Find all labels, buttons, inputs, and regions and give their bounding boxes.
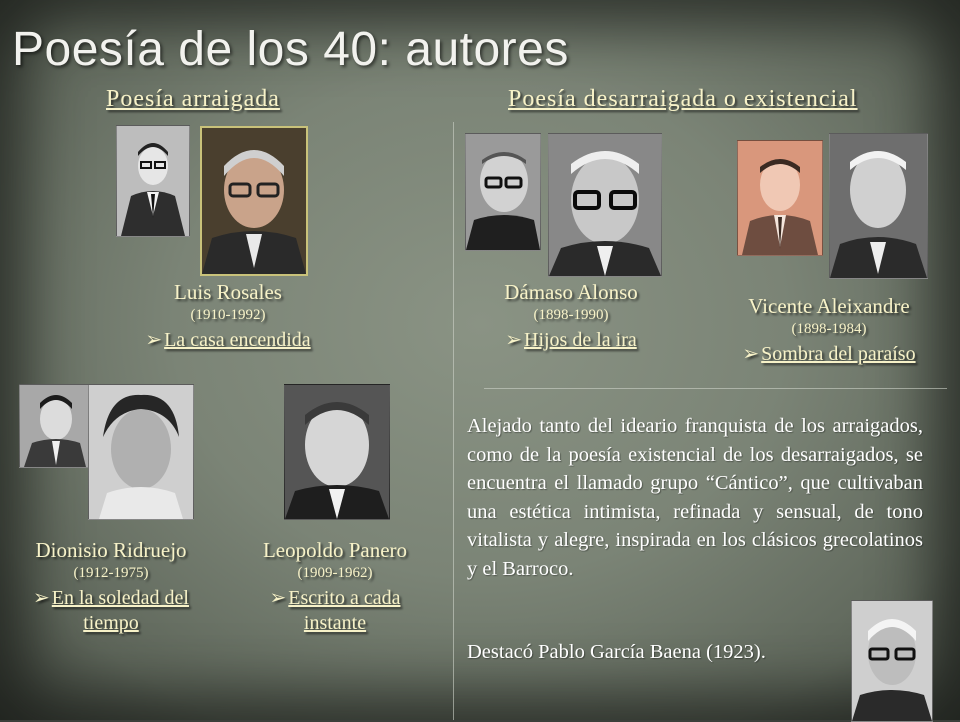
work-link[interactable] bbox=[714, 342, 944, 367]
work-title: Sombra del paraíso bbox=[761, 343, 916, 365]
author-dates: (1912-1975) bbox=[73, 565, 149, 581]
arrow-bullet-icon: ➢ bbox=[33, 587, 50, 609]
heading-poesia-desarraigada: Poesía desarraigada o existencial bbox=[508, 86, 858, 112]
cantico-highlight: Destacó Pablo García Baena (1923). bbox=[467, 641, 766, 663]
photo-ridruejo-2 bbox=[88, 384, 194, 520]
author-dates: (1898-1984) bbox=[791, 321, 867, 337]
photo-garcia-baena bbox=[851, 600, 933, 722]
work-link[interactable] bbox=[0, 586, 222, 636]
author-dates: (1910-1992) bbox=[190, 307, 266, 323]
arrow-bullet-icon: ➢ bbox=[269, 587, 287, 609]
author-name: Dionisio Ridruejo bbox=[35, 538, 187, 562]
photo-aleixandre-2 bbox=[829, 133, 928, 279]
work-link[interactable] bbox=[232, 586, 438, 636]
work-link[interactable] bbox=[118, 328, 338, 353]
photo-aleixandre-1 bbox=[737, 140, 823, 256]
photo-alonso-2 bbox=[548, 133, 662, 277]
author-damaso-alonso bbox=[466, 280, 676, 353]
photo-rosales-young bbox=[116, 125, 190, 237]
slide-title: Poesía de los 40: autores bbox=[12, 23, 569, 76]
photo-alonso-1 bbox=[465, 133, 541, 251]
work-title-line1: Escrito a cada bbox=[288, 587, 401, 609]
author-luis-rosales bbox=[118, 280, 338, 353]
author-dionisio-ridruejo bbox=[0, 538, 222, 636]
author-dates: (1898-1990) bbox=[533, 307, 609, 323]
work-link[interactable] bbox=[466, 328, 676, 353]
vertical-divider bbox=[453, 122, 454, 720]
photo-ridruejo-1 bbox=[19, 384, 89, 468]
arrow-bullet-icon: ➢ bbox=[742, 343, 760, 365]
work-title-line1: En la soledad del bbox=[51, 587, 189, 609]
photo-panero bbox=[284, 384, 390, 520]
author-dates: (1909-1962) bbox=[297, 565, 373, 581]
author-name: Leopoldo Panero bbox=[262, 538, 408, 562]
work-title-line2: tiempo bbox=[83, 612, 139, 634]
horizontal-divider bbox=[484, 388, 947, 389]
author-vicente-aleixandre bbox=[714, 294, 944, 367]
arrow-bullet-icon: ➢ bbox=[145, 329, 163, 351]
author-leopoldo-panero bbox=[232, 538, 438, 636]
author-name: Dámaso Alonso bbox=[504, 280, 638, 304]
author-name: Luis Rosales bbox=[174, 280, 282, 304]
work-title: Hijos de la ira bbox=[524, 329, 637, 351]
photo-rosales-old bbox=[200, 126, 308, 276]
author-name: Vicente Aleixandre bbox=[748, 294, 910, 318]
heading-poesia-arraigada: Poesía arraigada bbox=[106, 86, 280, 112]
work-title: La casa encendida bbox=[164, 329, 311, 351]
work-title-line2: instante bbox=[303, 612, 367, 634]
arrow-bullet-icon: ➢ bbox=[505, 329, 522, 351]
cantico-paragraph: Alejado tanto del ideario franquista de los arraigados, como de la poesía existencial de los desarraigados, se encuentra el llamado grupo “Cántico”, que cultivaban una estética intimista, refinada y sensual, de tono vitalista y alegre, inspirada en los clásicos grecolatinos y el Barroco. bbox=[467, 415, 923, 580]
